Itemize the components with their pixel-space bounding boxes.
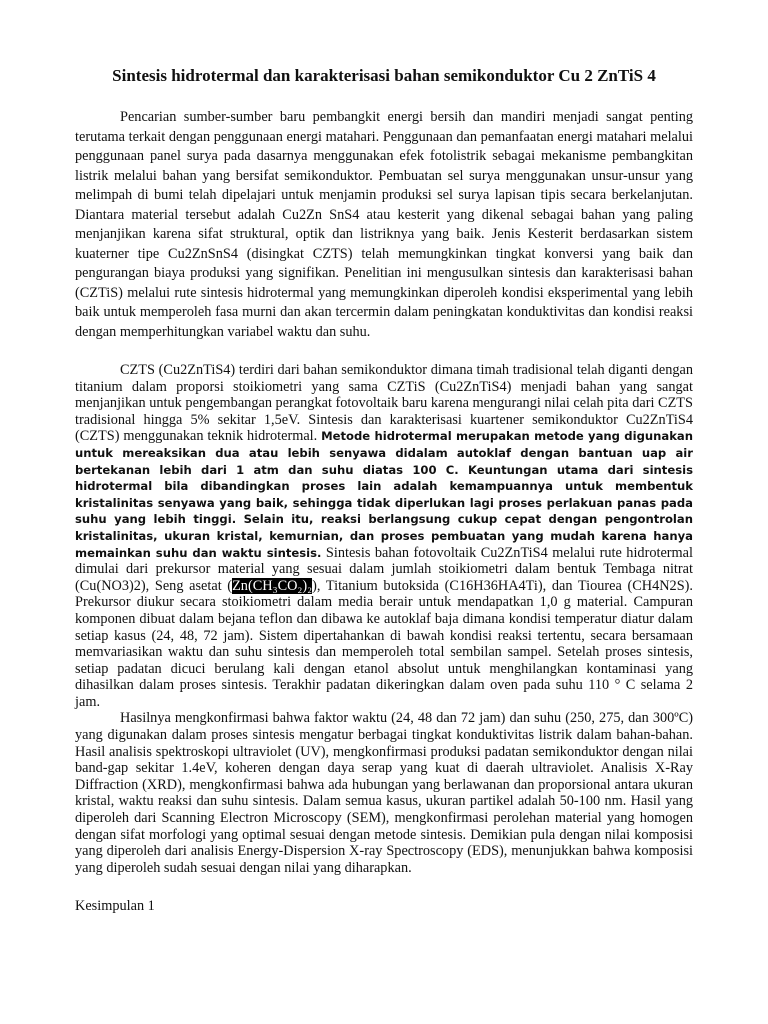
paragraph-czts-text-3: ), Titanium butoksida (C16H36HA4Ti), dan Tiourea (CH4N2S). Prekursor diukur secara stoikiometri dalam media berair untuk mendapatkan 1,0 g material. Campuran komponen dibuat dalam bejana teflon dan dibawa ke autoklaf baja dimana kondisi temperatur diatur dalam setiap kasus (24, 48, 72 jam). Sistem dipertahankan di bawah kondisi reaksi tertentu, secara bersamaan memvariasikan waktu dan suhu sintesis dan memperoleh total sembilan sampel. Setelah proses sintesis, setiap padatan dicuci berulang kali dengan etanol absolut untuk menghilangkan kontaminasi yang dihasilkan dalam proses sintesis. Terakhir padatan dikeringkan dalam oven pada suhu 110 ° C selama 2 jam. [75, 577, 693, 710]
paragraph-czts-text-2: Sintesis bahan fotovoltaik Cu2ZnTiS4 melalui rute hidrotermal dimulai dari prekursor material yang sesuai dalam jumlah stoikiometri dalam bentuk Tembaga nitrat (Cu(NO3)2), Seng asetat ( [75, 544, 693, 594]
paragraph-czts-bold-method: Metode hidrotermal merupakan metode yang digunakan untuk mereaksikan dua atau lebih senyawa didalam autoklaf dengan bantuan uap air bertekanan lebih dari 1 atm dan suhu diatas 100 C. Keuntungan utama dari sintesis hidrotermal bila dibandingkan proses lain adalah kemampuannya untuk membentuk kristalinitas senyawa yang baik, sehingga tidak diperlukan lagi proses perlakuan panas pada suhu yang lebih tinggi. Selain itu, reaksi berlangsung cukup cepat dengan pengontrolan kristalinitas, ukuran kristal, kemurnian, dan proses pembuatan yang mudah karena hanya memainkan suhu dan waktu sintesis. [75, 429, 693, 560]
paragraph-czts-text-1: CZTS (Cu2ZnTiS4) terdiri dari bahan semikonduktor dimana timah tradisional telah diganti dengan titanium dalam proporsi stoikiometri yang sama CZTiS (Cu2ZnTiS4) menjadi bahan yang sangat menjanjikan untuk pengembangan perangkat fotovoltaik baru karena mengurangi nilai celah pita dari CZTS tradisional hingga 5% sekitar 1,5eV. Sintesis dan karakterisasi kuartener semikonduktor Cu2ZnTiS4 (CZTS) menggunakan teknik hidrotermal. [75, 362, 693, 445]
paragraph-czts [75, 362, 693, 710]
paragraph-results: Hasilnya mengkonfirmasi bahwa faktor waktu (24, 48 dan 72 jam) dan suhu (250, 275, dan 300ºC) yang digunakan dalam proses sintesis mengatur berbagai tingkat konduktivitas listrik dalam bahan-bahan. Hasil analisis spektroskopi ultraviolet (UV), mengkonfirmasi produksi padatan semikonduktor dengan nilai band-gap sekitar 1.4eV, koheren dengan daya serap yang kuat di daerah ultraviolet. Analisis X-Ray Diffraction (XRD), mengkonfirmasi bahwa ada hubungan yang berlawanan dan proporsional antara ukuran kristal, waktu reaksi dan suhu sintesis. Dalam semua kasus, ukuran partikel adalah 50-100 nm. Hasil yang diperoleh dari Scanning Electron Microscopy (SEM), mengkonfirmasi perolehan material yang homogen dengan sifat morfologi yang optimal sesuai dengan metode sintesis. Demikian pula dengan nilai komposisi yang diperoleh dari analisis Energy-Dispersion X-ray Spectroscopy (EDS), menunjukkan bahwa komposisi yang diperoleh sudah sesuai dengan nilai yang diharapkan. [75, 710, 693, 876]
conclusion-heading: Kesimpulan 1 [75, 898, 155, 915]
highlighted-formula: Zn(CH₃CO₂)₂ [232, 577, 313, 594]
paragraph-introduction: Pencarian sumber-sumber baru pembangkit energi bersih dan mandiri menjadi sangat penting terutama terkait dengan penggunaan energi matahari. Penggunaan dan pemanfaatan energi matahari melalui penggunaan panel surya pada dasarnya menggunakan efek fotolistrik sebagai mekanisme pembangkitan listrik melalui bahan yang bersifat semikonduktor. Pembuatan sel surya menggunakan unsur-unsur yang melimpah di bumi telah dipelajari untuk menjamin produksi sel surya lapisan tipis secara berkelanjutan. Diantara material tersebut adalah Cu2Zn SnS4 atau kesterit yang dikenal sebagai bahan yang paling menjanjikan karena sifat struktural, optik dan listriknya yang baik. Jenis Kesterit berdasarkan sistem kuaterner tipe Cu2ZnSnS4 (disingkat CZTS) telah memungkinkan tingkat konversi yang baik dan pengurangan biaya produksi yang signifikan. Penelitian ini mengusulkan sintesis dan karakterisasi bahan (CZTiS) melalui rute sintesis hidrotermal yang memungkinkan diperoleh kondisi eksperimental yang lebih baik untuk memperoleh fasa murni dan akan tercermin dalam peningkatan konduktivitas dan kondisi reaksi dengan memperhitungkan variabel waktu dan suhu. [75, 109, 693, 340]
document-title: Sintesis hidrotermal dan karakterisasi bahan semikonduktor Cu 2 ZnTiS 4 [112, 66, 656, 85]
